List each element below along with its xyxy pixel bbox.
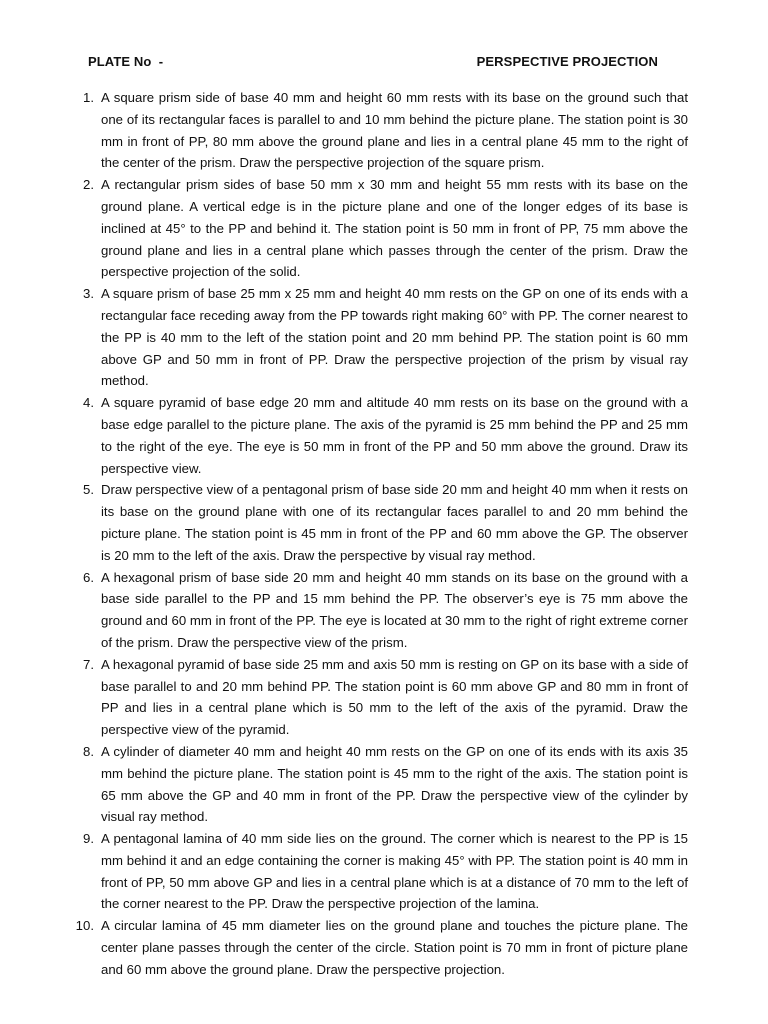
question-item-8 xyxy=(0,741,688,828)
question-item-1 xyxy=(0,87,688,174)
question-text: A hexagonal prism of base side 20 mm and height 40 mm stands on its base on the ground with a base side parallel to the PP and 15 mm behind the PP. The observer’s eye is 75 mm above the ground and 60 mm in front of the PP. The eye is located at 30 mm to the right of right extreme corner of the prism. Draw the perspective view of the prism. xyxy=(101,569,688,650)
question-item-10 xyxy=(0,915,688,980)
question-number: 5. xyxy=(83,482,94,498)
question-text: A square pyramid of base edge 20 mm and altitude 40 mm rests on its base on the ground with a base edge parallel to the picture plane. The axis of the pyramid is 25 mm behind the PP and 25 mm to the right of the eye. The eye is 50 mm in front of the PP and 50 mm above the ground. Draw its perspective view. xyxy=(101,395,688,476)
question-number: 1. xyxy=(83,90,94,105)
question-number: 9. xyxy=(83,831,94,847)
question-number: 10. xyxy=(75,918,94,934)
question-item-5 xyxy=(0,479,688,566)
question-item-4 xyxy=(0,392,688,479)
plate-number-label: PLATE No - xyxy=(88,54,164,69)
plate-header xyxy=(88,54,676,72)
question-text: A pentagonal lamina of 40 mm side lies on the ground. The corner which is nearest to the PP is 15 mm behind it and an edge containing the corner is making 45° with PP. The station point is 40 mm in front of PP, 50 mm above GP and lies in a central plane which is at a distance of 70 mm to the left of the corner nearest to the PP. Draw the perspective projection of the lamina. xyxy=(101,831,688,912)
question-item-7 xyxy=(0,654,688,741)
question-number: 6. xyxy=(83,569,94,585)
question-number: 3. xyxy=(83,286,94,302)
question-item-9 xyxy=(0,828,688,915)
question-number: 8. xyxy=(83,743,94,759)
question-number: 7. xyxy=(83,656,94,672)
question-text: A cylinder of diameter 40 mm and height 40 mm rests on the GP on one of its ends with its axis 35 mm behind the picture plane. The station point is 45 mm to the right of the axis. The station point is 65 mm above the GP and 40 mm in front of the PP. Draw the perspective view of the cylinder by visual ray method. xyxy=(101,743,688,825)
document-title: PERSPECTIVE PROJECTION xyxy=(476,54,658,69)
question-list xyxy=(0,87,768,981)
question-text: A rectangular prism sides of base 50 mm x 30 mm and height 55 mm rests with its base on the ground plane. A vertical edge is in the picture plane and one of the longer edges of its base is inclined at 45° to the PP and behind it. The station point is 50 mm in front of PP, 75 mm above the ground plane and lies in a central plane which passes through the center of the prism. Draw the perspective projection of the solid. xyxy=(101,177,688,280)
question-text: A circular lamina of 45 mm diameter lies on the ground plane and touches the picture plane. The center plane passes through the center of the circle. Station point is 70 mm in front of picture plane and 60 mm above the ground plane. Draw the perspective projection. xyxy=(101,918,688,977)
question-text: A square prism of base 25 mm x 25 mm and height 40 mm rests on the GP on one of its ends with a rectangular face receding away from the PP towards right making 60° with PP. The corner nearest to the PP is 40 mm to the left of the station point and 20 mm behind PP. The station point is 60 mm above GP and 50 mm in front of PP. Draw the perspective projection of the prism by visual ray method. xyxy=(101,286,688,389)
question-text: A square prism side of base 40 mm and height 60 mm rests with its base on the ground such that one of its rectangular faces is parallel to and 10 mm behind the picture plane. The station point is 30 mm in front of PP, 80 mm above the ground plane and lies in a central plane 45 mm to the right of the center of the prism. Draw the perspective projection of the square prism. xyxy=(101,90,688,171)
question-item-2 xyxy=(0,174,688,283)
question-number: 2. xyxy=(83,177,94,193)
question-text: Draw perspective view of a pentagonal prism of base side 20 mm and height 40 mm when it rests on its base on the ground plane with one of its rectangular faces parallel to and 20 mm behind the picture plane. The station point is 45 mm in front of the PP and 60 mm above the GP. The observer is 20 mm to the left of the axis. Draw the perspective by visual ray method. xyxy=(101,482,688,563)
question-item-3 xyxy=(0,283,688,392)
question-item-6 xyxy=(0,567,688,654)
question-text: A hexagonal pyramid of base side 25 mm and axis 50 mm is resting on GP on its base with a side of base parallel to and 20 mm behind PP. The station point is 60 mm above GP and 80 mm in front of PP and lies in a central plane which is 50 mm to the left of the axis of the pyramid. Draw the perspective view of the pyramid. xyxy=(101,656,688,738)
question-number: 4. xyxy=(83,395,94,411)
